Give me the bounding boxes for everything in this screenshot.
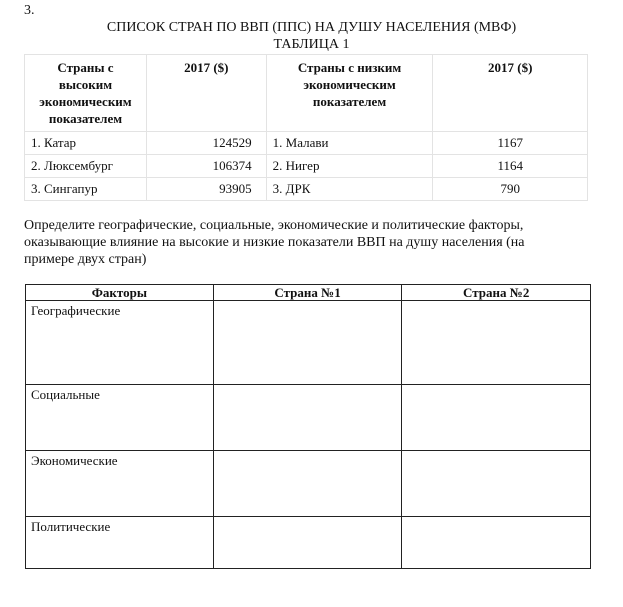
country-1-answer-cell[interactable] bbox=[213, 517, 402, 569]
country-2-answer-cell[interactable] bbox=[402, 385, 591, 451]
gdp-table bbox=[24, 54, 588, 201]
header-high-countries: Страны с высоким экономическим показателем bbox=[25, 55, 147, 132]
header-country-2: Страна №2 bbox=[402, 285, 591, 301]
factors-table bbox=[25, 284, 591, 569]
table-row bbox=[25, 132, 588, 155]
factors-header-row bbox=[26, 285, 591, 301]
table-row bbox=[25, 178, 588, 201]
high-value-cell: 106374 bbox=[146, 155, 266, 178]
document-title: СПИСОК СТРАН ПО ВВП (ППС) НА ДУШУ НАСЕЛЕНИЯ (МВФ) bbox=[106, 20, 517, 35]
task-instructions bbox=[24, 217, 591, 268]
high-country-cell: 2. Люксембург bbox=[25, 155, 147, 178]
table-row bbox=[25, 155, 588, 178]
low-country-cell: 1. Малави bbox=[266, 132, 433, 155]
header-low-countries: Страны с низким экономическим показателем bbox=[266, 55, 433, 132]
low-value-cell: 790 bbox=[433, 178, 588, 201]
country-2-answer-cell[interactable] bbox=[402, 517, 591, 569]
country-1-answer-cell[interactable] bbox=[213, 301, 402, 385]
low-value-cell: 1164 bbox=[433, 155, 588, 178]
country-1-answer-cell[interactable] bbox=[213, 451, 402, 517]
task-number: 3. bbox=[24, 3, 35, 18]
low-value-cell: 1167 bbox=[433, 132, 588, 155]
low-country-cell: 2. Нигер bbox=[266, 155, 433, 178]
high-country-cell: 3. Сингапур bbox=[25, 178, 147, 201]
task-line: примере двух стран) bbox=[24, 252, 147, 267]
country-1-answer-cell[interactable] bbox=[213, 385, 402, 451]
header-factors: Факторы bbox=[26, 285, 214, 301]
table-row bbox=[26, 517, 591, 569]
table-row bbox=[26, 451, 591, 517]
header-country-1: Страна №1 bbox=[213, 285, 402, 301]
header-high-year: 2017 ($) bbox=[146, 55, 266, 132]
country-2-answer-cell[interactable] bbox=[402, 301, 591, 385]
factor-label: Политические bbox=[26, 517, 214, 569]
header-low-year: 2017 ($) bbox=[433, 55, 588, 132]
high-value-cell: 93905 bbox=[146, 178, 266, 201]
high-country-cell: 1. Катар bbox=[25, 132, 147, 155]
task-line: Определите географические, социальные, экономические и политические факторы, bbox=[24, 218, 524, 233]
table-row bbox=[26, 301, 591, 385]
task-line: оказывающие влияние на высокие и низкие показатели ВВП на душу населения (на bbox=[24, 235, 525, 250]
high-value-cell: 124529 bbox=[146, 132, 266, 155]
gdp-table-header-row bbox=[25, 55, 588, 132]
factor-label: Социальные bbox=[26, 385, 214, 451]
low-country-cell: 3. ДРК bbox=[266, 178, 433, 201]
table-caption: ТАБЛИЦА 1 bbox=[273, 37, 350, 52]
factor-label: Экономические bbox=[26, 451, 214, 517]
table-row bbox=[26, 385, 591, 451]
country-2-answer-cell[interactable] bbox=[402, 451, 591, 517]
factor-label: Географические bbox=[26, 301, 214, 385]
